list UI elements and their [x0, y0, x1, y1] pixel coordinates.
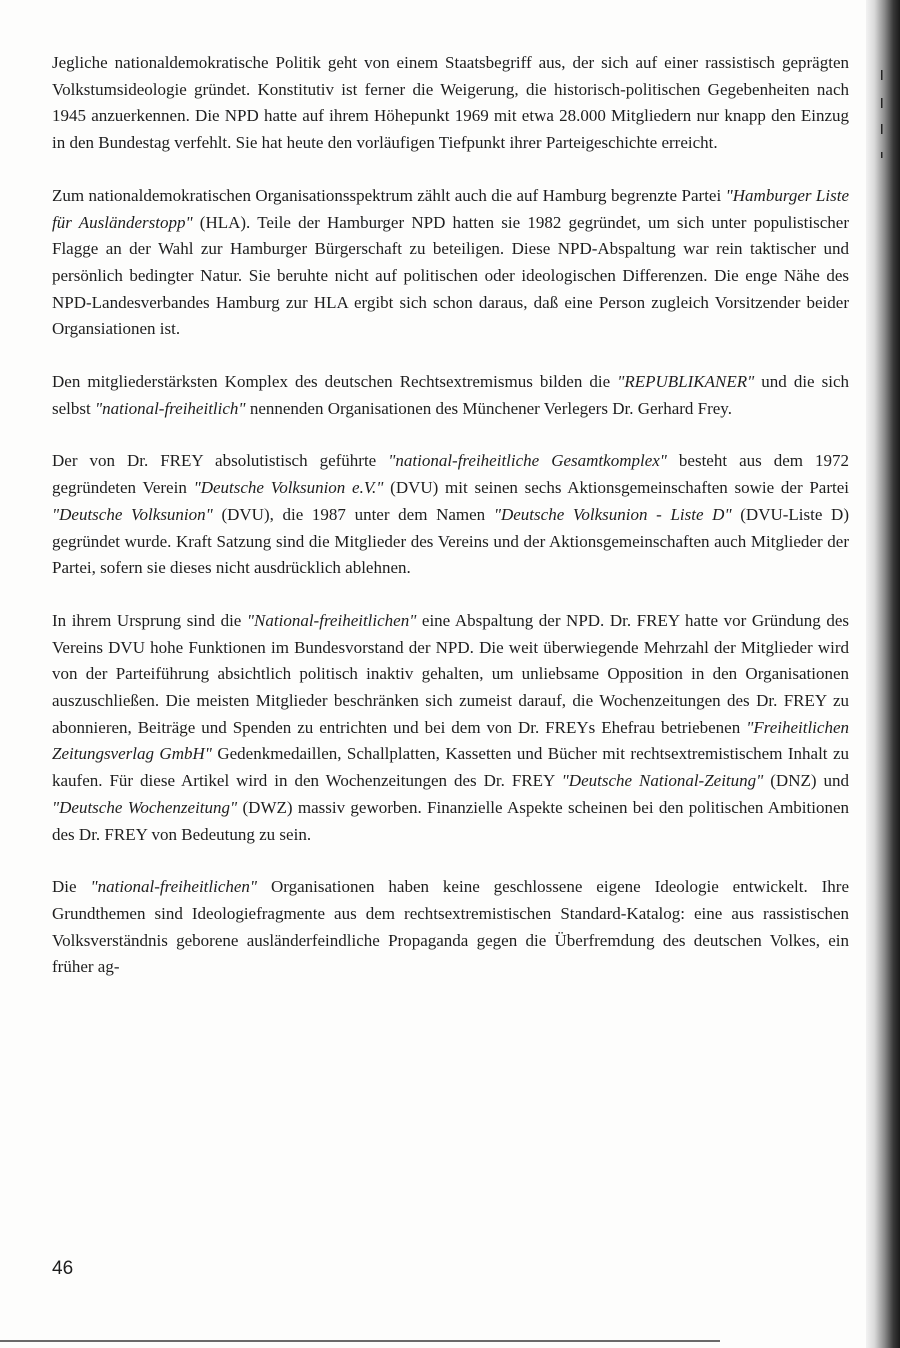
- quoted-title: "national-freiheitlich": [94, 398, 246, 418]
- quoted-title: "Deutsche Volksunion": [52, 504, 213, 524]
- page-number: 46: [52, 1258, 74, 1279]
- quoted-title: "National-freiheitlichen": [246, 610, 417, 630]
- paragraph-text: Zum nationaldemokratischen Organisationsspektrum zählt auch die auf Hamburg begrenzte Partei: [52, 185, 726, 205]
- paragraph-text: (HLA). Teile der Hamburger NPD hatten sie 1982 gegründet, um sich unter populistischer Flagge an der Wahl zur Hamburger Bürgerschaft zu beteiligen. Diese NPD-Abspaltung war rein taktischer und persönlich bedingter Natur. Sie beruhte nicht auf politischen oder ideologischen Differenzen. Die enge Nähe des NPD-Landesverbandes Hamburg zur HLA ergibt sich schon daraus, daß eine Person zugleich Vorsitzender beider Organsiationen ist.: [52, 212, 849, 339]
- paragraph-text: (DVU) mit seinen sechs Aktionsgemeinschaften sowie der Partei: [383, 478, 849, 498]
- quoted-title: "Freiheitlichen Zeitungsverlag GmbH": [52, 717, 849, 764]
- quoted-title: "Hamburger Liste für Ausländerstopp": [52, 185, 849, 232]
- paragraph: [52, 183, 849, 343]
- paragraph-text: Organisationen haben keine geschlossene eigene Ideologie entwickelt. Ihre Grundthemen sind Ideologiefragmente aus dem rechtsextremistischen Standard-Katalog: eine aus rassistischen Volksverständnis geborene ausländerfeindliche Propaganda gegen die Überfremdung des deutschen Volkes, ein früher ag-: [52, 877, 849, 977]
- paragraph-text: Die: [52, 877, 91, 897]
- paragraph-text: In ihrem Ursprung sind die: [52, 610, 247, 630]
- paragraph-text: (DWZ) massiv geworben. Finanzielle Aspekte scheinen bei den politischen Ambitionen des Dr. FREY von Bedeutung zu sein.: [52, 797, 850, 844]
- spine-marks: [878, 0, 886, 200]
- paragraph-text: Den mitgliederstärksten Komplex des deutschen Rechtsextremismus bilden die: [52, 372, 618, 392]
- quoted-title: "Deutsche National-Zeitung": [561, 771, 764, 791]
- paragraph-text: Jegliche nationaldemokratische Politik geht von einem Staatsbegriff aus, der sich auf einer rassistisch geprägten Volkstumsideologie gründet. Konstitutiv ist ferner die Weigerung, die historisch-politischen Gegebenheiten nach 1945 anzuerkennen. Die NPD hatte auf ihrem Höhepunkt 1969 mit etwa 28.000 Mitgliedern nur knapp den Einzug in den Bundestag verfehlt. Sie hat heute den vorläufigen Tiefpunkt ihrer Parteigeschichte erreicht.: [52, 53, 849, 153]
- paragraph-text: (DVU), die 1987 unter dem Namen: [212, 504, 494, 524]
- book-spine-edge: [866, 0, 900, 1348]
- bottom-rule: [0, 1340, 720, 1342]
- paragraph: [52, 874, 849, 981]
- paragraph: [52, 50, 849, 157]
- paragraph: [52, 448, 849, 582]
- paragraph-text: Gedenkmedaillen, Schallplatten, Kassetten und Bücher mit rechtsextremistischem Inhalt zu kaufen. Für diese Artikel wird in den Wochenzeitungen des Dr. FREY: [52, 744, 850, 791]
- paragraph: [52, 608, 849, 848]
- paragraph-text: eine Abspaltung der NPD. Dr. FREY hatte vor Gründung des Vereins DVU hohe Funktionen im Bundesvorstand der NPD. Die weit überwiegende Mehrzahl der Mitglieder wird von der Parteiführung absichtlich politisch inaktiv gehalten, um unliebsame Opposition in den Organisationen auszuschließen. Die meisten Mitglieder beschränken sich zumeist darauf, die Wochenzeitungen des Dr. FREY zu abonnieren, Beiträge und Spenden zu entrichten und bei dem von Dr. FREYs Ehefrau betriebenen: [52, 610, 849, 737]
- quoted-title: "Deutsche Wochenzeitung": [52, 797, 238, 817]
- quoted-title: "Deutsche Volksunion e.V.": [193, 478, 384, 498]
- paragraph-text: (DVU-Liste D) gegründet wurde. Kraft Satzung sind die Mitglieder des Vereins und der Aktionsgemeinschaften auch Mitglieder der Partei, sofern sie dieses nicht ausdrücklich ablehnen.: [52, 504, 850, 578]
- paragraph-text: nennenden Organisationen des Münchener Verlegers Dr. Gerhard Frey.: [245, 398, 732, 418]
- body-text: [52, 50, 849, 1007]
- quoted-title: "national-freiheitlichen": [90, 877, 258, 897]
- paragraph: [52, 369, 849, 422]
- quoted-title: "REPUBLIKANER": [617, 372, 755, 392]
- quoted-title: "national-freiheitliche Gesamtkomplex": [388, 451, 667, 471]
- paragraph-text: Der von Dr. FREY absolutistisch geführte: [52, 451, 389, 471]
- paragraph-text: und die sich selbst: [52, 372, 850, 418]
- paragraph-text: (DNZ) und: [763, 771, 849, 791]
- paragraph-text: besteht aus dem 1972 gegründeten Verein: [52, 451, 849, 498]
- quoted-title: "Deutsche Volksunion - Liste D": [493, 504, 732, 524]
